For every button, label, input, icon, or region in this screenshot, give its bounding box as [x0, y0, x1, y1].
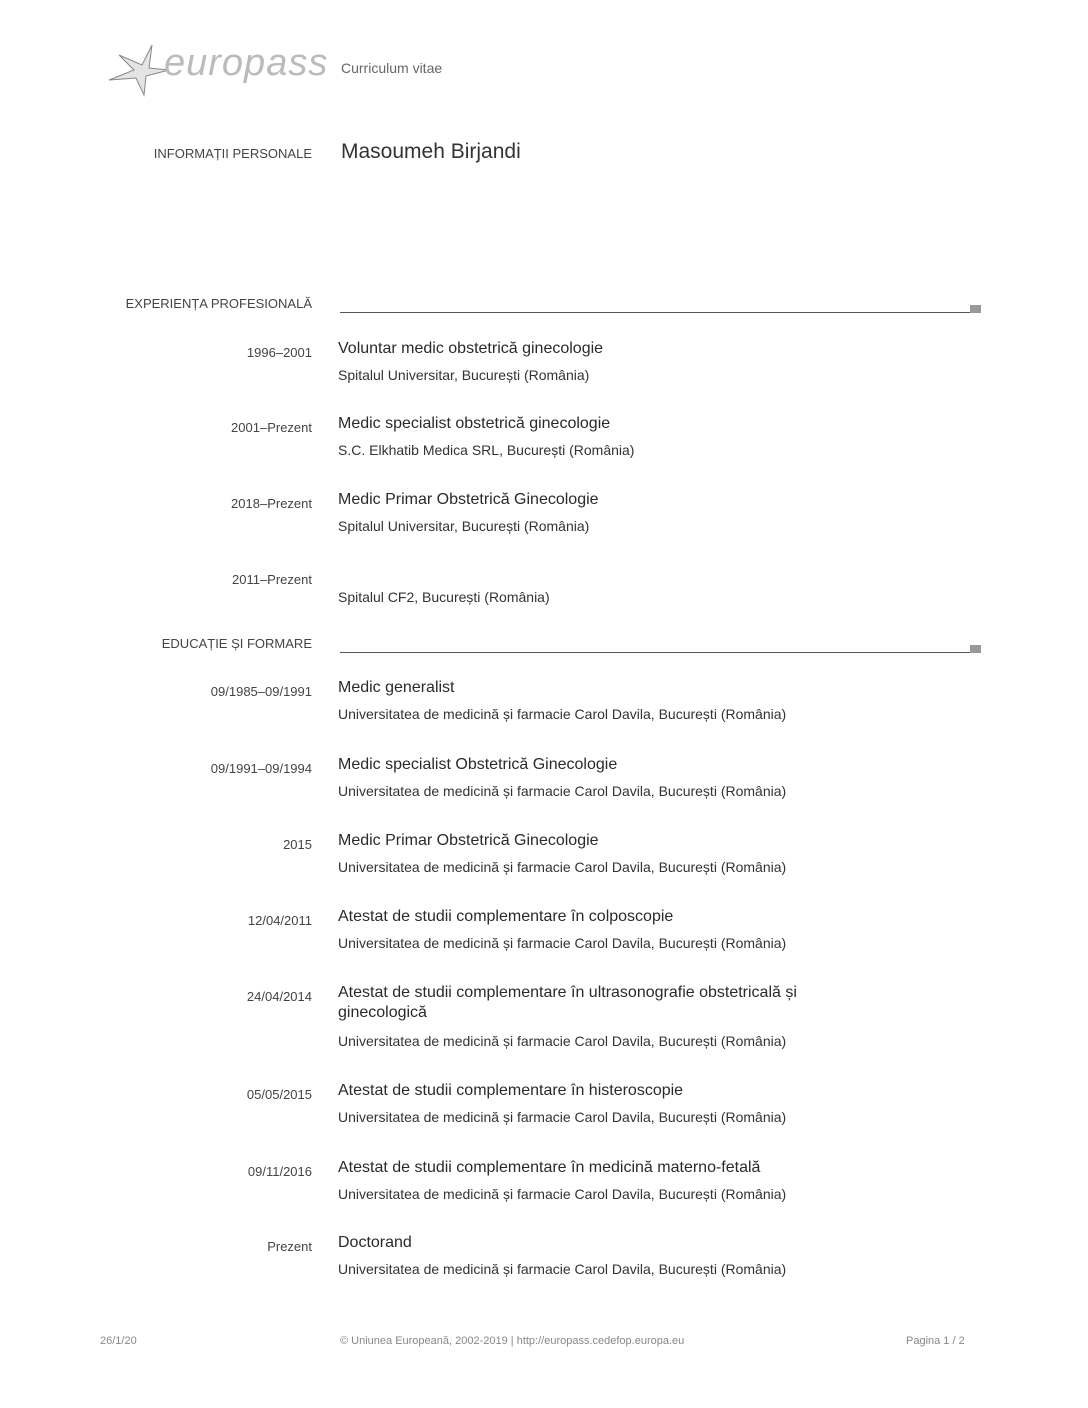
- entry-title: Atestat de studii complementare în ultrasonografie obstetricală și ginecologică: [338, 984, 797, 1021]
- entry-organization: Spitalul CF2, București (România): [338, 589, 550, 605]
- entry-title: Medic specialist obstetrică ginecologie: [338, 415, 611, 432]
- logo-text: europass: [164, 42, 329, 84]
- entry-date: 1996–2001: [246, 345, 312, 360]
- entry-title: Medic Primar Obstetrică Ginecologie: [338, 832, 599, 849]
- entry-date: 2001–Prezent: [231, 420, 312, 435]
- entry-date: 09/1991–09/1994: [210, 761, 312, 776]
- entry-title: Voluntar medic obstetrică ginecologie: [338, 340, 604, 357]
- footer-copyright: © Uniunea Europeană, 2002-2019 | http://europass.cedefop.europa.eu: [340, 1335, 685, 1347]
- entry-date: 2018–Prezent: [231, 496, 312, 511]
- entry-organization: Universitatea de medicină și farmacie Carol Davila, București (România): [338, 1186, 787, 1202]
- personal-info-label: INFORMAȚII PERSONALE: [153, 146, 312, 161]
- experience-section-label: EXPERIENȚA PROFESIONALĂ: [125, 296, 312, 311]
- section-marker-icon: [970, 645, 981, 653]
- entry-organization: Universitatea de medicină și farmacie Carol Davila, București (România): [338, 1109, 787, 1125]
- entry-title: Atestat de studii complementare în histeroscopie: [338, 1082, 684, 1099]
- europass-logo: [104, 40, 329, 100]
- entry-organization: Universitatea de medicină și farmacie Carol Davila, București (România): [338, 1033, 787, 1049]
- entry-title: Medic generalist: [338, 679, 455, 696]
- entry-organization: Spitalul Universitar, București (România): [338, 518, 590, 534]
- entry-date: 2011–Prezent: [232, 572, 312, 587]
- entry-organization: Spitalul Universitar, București (România): [338, 367, 590, 383]
- entry-date: Prezent: [267, 1239, 312, 1254]
- footer-date: 26/1/20: [100, 1335, 137, 1347]
- footer-page-number: Pagina 1 / 2: [906, 1335, 965, 1347]
- entry-title: Atestat de studii complementare în medicină materno-fetală: [338, 1159, 761, 1176]
- entry-organization: Universitatea de medicină și farmacie Carol Davila, București (România): [338, 935, 787, 951]
- section-divider: [340, 652, 970, 653]
- entry-title: Doctorand: [338, 1234, 412, 1251]
- entry-title: Medic Primar Obstetrică Ginecologie: [338, 491, 599, 508]
- person-name: Masoumeh Birjandi: [341, 140, 521, 163]
- section-divider: [340, 312, 970, 313]
- entry-date: 09/1985–09/1991: [210, 684, 312, 699]
- entry-date: 05/05/2015: [246, 1087, 312, 1102]
- section-marker-icon: [970, 305, 981, 313]
- entry-title: Medic specialist Obstetrică Ginecologie: [338, 756, 618, 773]
- entry-organization: Universitatea de medicină și farmacie Carol Davila, București (România): [338, 859, 787, 875]
- entry-title: Atestat de studii complementare în colposcopie: [338, 908, 674, 925]
- entry-organization: S.C. Elkhatib Medica SRL, București (România): [338, 442, 635, 458]
- entry-date: 09/11/2016: [247, 1164, 312, 1179]
- entry-date: 24/04/2014: [246, 989, 312, 1004]
- entry-organization: Universitatea de medicină și farmacie Carol Davila, București (România): [338, 1261, 787, 1277]
- entry-date: 2015: [283, 837, 312, 852]
- document-title: Curriculum vitae: [341, 60, 443, 76]
- entry-organization: Universitatea de medicină și farmacie Carol Davila, București (România): [338, 783, 787, 799]
- entry-organization: Universitatea de medicină și farmacie Carol Davila, București (România): [338, 706, 787, 722]
- education-section-label: EDUCAȚIE ȘI FORMARE: [161, 636, 312, 651]
- entry-date: 12/04/2011: [247, 913, 312, 928]
